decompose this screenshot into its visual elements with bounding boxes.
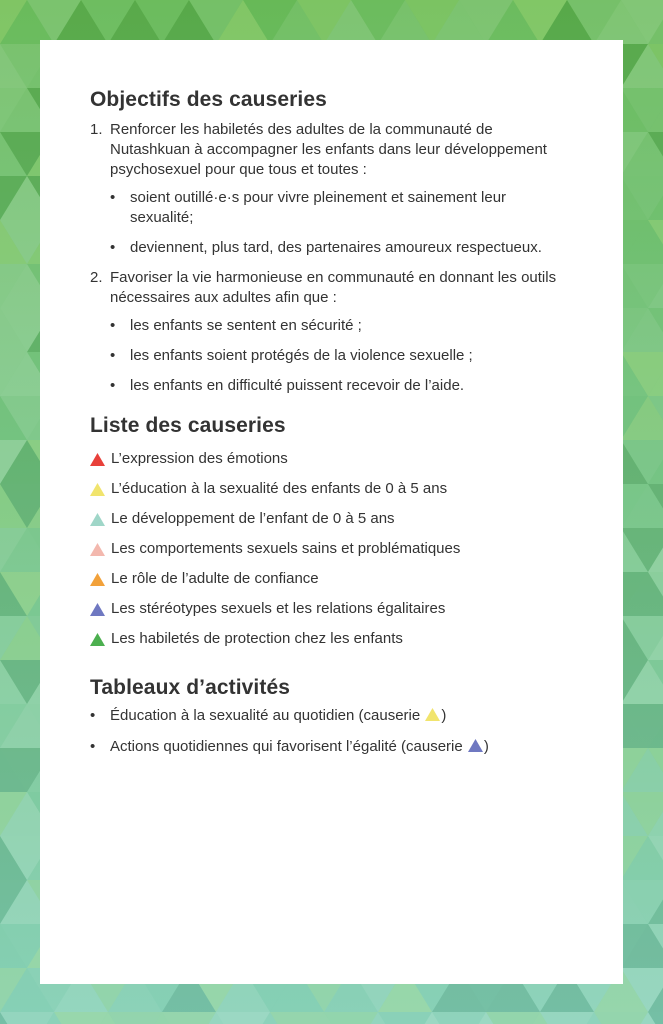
objective-2-bullet-1-text: les enfants se sentent en sécurité ;: [130, 317, 362, 334]
triangle-teal-icon: [90, 513, 105, 526]
bullet-dot: •: [110, 377, 116, 394]
background-triangle: [324, 1012, 378, 1024]
objective-2-number: 2.: [90, 269, 103, 286]
tableau-close-paren: ): [441, 707, 447, 724]
causerie-item: [90, 534, 573, 564]
causerie-label: Les habiletés de protection chez les enfants: [111, 630, 403, 647]
objective-1: [90, 120, 573, 180]
tableau-item: [90, 706, 573, 737]
bullet-dot: •: [110, 189, 116, 206]
causerie-label: Le rôle de l’adulte de confiance: [111, 570, 319, 587]
bullet-dot: •: [110, 317, 116, 334]
objective-1-bullet-2: [90, 238, 573, 258]
background-triangle: [162, 1012, 216, 1024]
objectifs-title: Objectifs des causeries: [90, 88, 327, 111]
objective-2-bullet-3-text: les enfants en difficulté puissent recevoir de l’aide.: [130, 377, 465, 394]
causeries-list: [90, 444, 573, 654]
bullet-dot: •: [110, 239, 116, 256]
tableau-text: Actions quotidiennes qui favorisent l’égalité (causerie: [110, 738, 463, 755]
triangle-yellow-icon: [90, 483, 105, 496]
objective-1-bullet-1: [90, 188, 573, 228]
bullet-dot: •: [90, 738, 96, 755]
tableau-text: Éducation à la sexualité au quotidien (causerie: [110, 707, 421, 724]
liste-title: Liste des causeries: [90, 414, 286, 437]
objective-1-bullet-2-text: deviennent, plus tard, des partenaires amoureux respectueux.: [130, 239, 542, 256]
causerie-item: [90, 444, 573, 474]
causerie-label: Le développement de l’enfant de 0 à 5 ans: [111, 510, 395, 527]
causerie-label: L’éducation à la sexualité des enfants de 0 à 5 ans: [111, 480, 448, 497]
background-triangle: [0, 1012, 54, 1024]
causerie-item: [90, 594, 573, 624]
background-triangle: [486, 1012, 540, 1024]
triangle-blue-icon: [90, 603, 105, 616]
tableau-close-paren: ): [483, 738, 489, 755]
causerie-item: [90, 564, 573, 594]
background-triangle: [432, 1012, 486, 1024]
objective-1-number: 1.: [90, 121, 103, 138]
causerie-label: Les stéréotypes sexuels et les relations égalitaires: [111, 600, 446, 617]
triangle-yellow-icon: [425, 708, 440, 721]
content-card: [40, 40, 623, 984]
tableaux-title: Tableaux d’activités: [90, 676, 291, 699]
triangle-red-icon: [90, 453, 105, 466]
objective-2-bullet-2: [90, 346, 573, 366]
causerie-item: [90, 624, 573, 654]
background-triangle: [270, 1012, 324, 1024]
objective-2-bullet-1: [90, 316, 573, 336]
objective-1-bullet-1-text: soient outillé·e·s pour vivre pleinement et sainement leur sexualité;: [130, 189, 507, 226]
objective-2-text: Favoriser la vie harmonieuse en communauté en donnant les outils nécessaires aux adultes afin que :: [110, 269, 557, 306]
objective-2-bullet-3: [90, 376, 573, 396]
background-triangle: [54, 1012, 108, 1024]
triangle-pink-icon: [90, 543, 105, 556]
objective-1-text: Renforcer les habiletés des adultes de la communauté de Nutashkuan à accompagner les enfants dans leur développement psychosexuel pour que tous et toutes :: [110, 121, 547, 178]
background-triangle: [216, 1012, 270, 1024]
causerie-label: Les comportements sexuels sains et problématiques: [111, 540, 461, 557]
objective-2-bullet-2-text: les enfants soient protégés de la violence sexuelle ;: [130, 347, 473, 364]
background-triangle: [108, 1012, 162, 1024]
background-triangle: [378, 1012, 432, 1024]
background-triangle: [540, 1012, 594, 1024]
triangle-blue-icon: [468, 739, 483, 752]
objective-2: [90, 268, 573, 308]
background-triangle: [594, 1012, 648, 1024]
causerie-item: [90, 504, 573, 534]
triangle-green-icon: [90, 633, 105, 646]
triangle-orange-icon: [90, 573, 105, 586]
bullet-dot: •: [110, 347, 116, 364]
causerie-item: [90, 474, 573, 504]
bullet-dot: •: [90, 707, 96, 724]
causerie-label: L’expression des émotions: [111, 450, 288, 467]
tableau-item: [90, 737, 573, 768]
